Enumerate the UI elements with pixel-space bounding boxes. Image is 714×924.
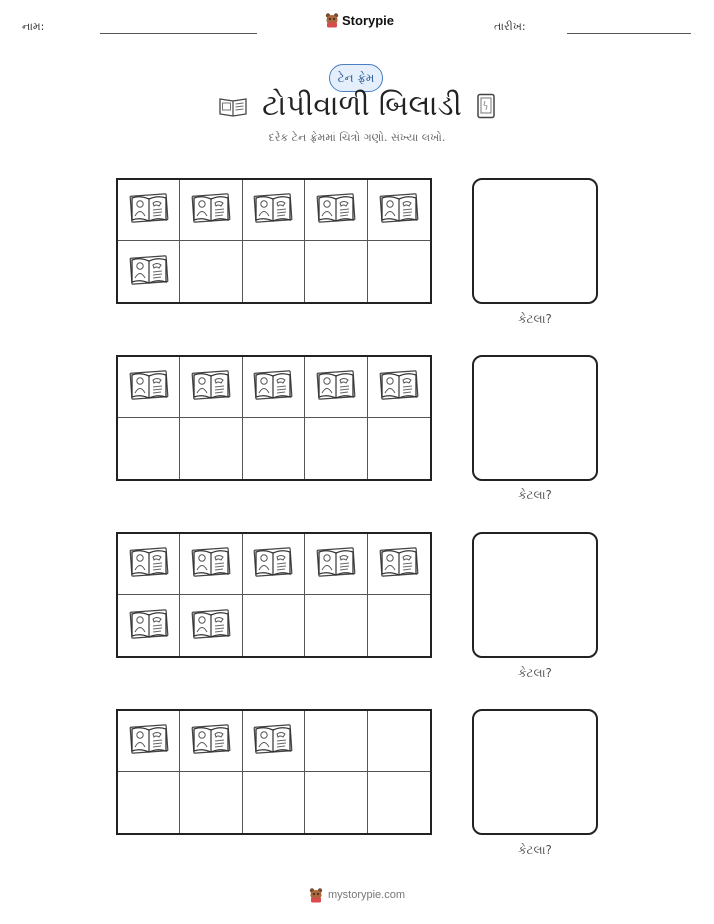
- frame-cell: [368, 180, 430, 241]
- frame-cell: [305, 418, 367, 479]
- frame-cell: [368, 711, 430, 772]
- answer-box-2[interactable]: [472, 355, 598, 481]
- frame-cell: [118, 241, 180, 302]
- frame-cell: [243, 357, 305, 418]
- open-book-icon: [315, 368, 357, 406]
- open-book-icon: [252, 191, 294, 229]
- open-book-icon: [315, 191, 357, 229]
- open-book-icon: [252, 545, 294, 583]
- open-book-icon: [128, 368, 170, 406]
- date-label: તારીખ:: [494, 20, 526, 33]
- open-book-icon: [378, 545, 420, 583]
- frame-cell: [305, 534, 367, 595]
- frame-cell: [180, 772, 242, 833]
- frame-cell: [368, 418, 430, 479]
- open-book-icon: [128, 607, 170, 645]
- frame-cell: [180, 534, 242, 595]
- frame-cell: [118, 772, 180, 833]
- open-book-icon: [252, 368, 294, 406]
- date-line[interactable]: [567, 33, 691, 34]
- frame-cell: [243, 418, 305, 479]
- frame-cell: [118, 711, 180, 772]
- name-label: નામ:: [22, 20, 45, 33]
- frame-cell: [243, 772, 305, 833]
- book-icon: [218, 95, 248, 117]
- how-many-label-3: કેટલા?: [518, 666, 552, 680]
- open-book-icon: [128, 253, 170, 291]
- frame-cell: [243, 711, 305, 772]
- ten-frame-1: [116, 178, 432, 304]
- frame-cell: [180, 357, 242, 418]
- frame-cell: [368, 772, 430, 833]
- name-line[interactable]: [100, 33, 257, 34]
- frame-cell: [118, 357, 180, 418]
- how-many-label-2: કેટલા?: [518, 488, 552, 502]
- page-title: ટોપીવાળી બિલાડી: [262, 88, 462, 122]
- ten-frame-4: [116, 709, 432, 835]
- frame-cell: [180, 595, 242, 656]
- frame-cell: [368, 357, 430, 418]
- how-many-label-1: કેટલા?: [518, 312, 552, 326]
- answer-box-4[interactable]: [472, 709, 598, 835]
- frame-cell: [180, 180, 242, 241]
- ten-frame-2: [116, 355, 432, 481]
- open-book-icon: [190, 607, 232, 645]
- frame-cell: [118, 534, 180, 595]
- how-many-label-4: કેટલા?: [518, 843, 552, 857]
- footer: [0, 887, 714, 903]
- brand-name: Storypie: [342, 12, 395, 28]
- open-book-icon: [128, 191, 170, 229]
- ten-frame-3: [116, 532, 432, 658]
- frame-cell: [118, 180, 180, 241]
- footer-url: mystorypie.com: [327, 889, 406, 901]
- open-book-icon: [315, 545, 357, 583]
- open-book-icon: [378, 368, 420, 406]
- open-book-icon: [190, 191, 232, 229]
- frame-cell: [305, 772, 367, 833]
- title-block: [0, 88, 714, 124]
- instructions: દરેક ટેન ફ્રેમમાં ચિત્રો ગણો. સંખ્યા લખો.: [268, 131, 446, 144]
- open-book-icon: [378, 191, 420, 229]
- frame-cell: [368, 241, 430, 302]
- open-book-icon: [128, 722, 170, 760]
- frame-cell: [118, 418, 180, 479]
- frame-cell: [118, 595, 180, 656]
- answer-box-1[interactable]: [472, 178, 598, 304]
- ten-frame-badge: ટેન ફ્રેમ: [329, 64, 383, 92]
- frame-cell: [305, 711, 367, 772]
- frame-cell: [243, 534, 305, 595]
- frame-cell: [243, 595, 305, 656]
- answer-box-3[interactable]: [472, 532, 598, 658]
- open-book-icon: [190, 368, 232, 406]
- frame-cell: [368, 534, 430, 595]
- brand-logo: [325, 12, 394, 28]
- frame-cell: [180, 418, 242, 479]
- frame-cell: [305, 241, 367, 302]
- bear-mascot-icon: [325, 12, 339, 28]
- frame-cell: [243, 241, 305, 302]
- frame-cell: [305, 180, 367, 241]
- open-book-icon: [190, 722, 232, 760]
- tablet-icon: [476, 93, 496, 119]
- frame-cell: [243, 180, 305, 241]
- bear-mascot-icon: [309, 887, 323, 903]
- open-book-icon: [252, 722, 294, 760]
- frame-cell: [305, 357, 367, 418]
- open-book-icon: [190, 545, 232, 583]
- frame-cell: [180, 711, 242, 772]
- frame-cell: [368, 595, 430, 656]
- open-book-icon: [128, 545, 170, 583]
- frame-cell: [180, 241, 242, 302]
- frame-cell: [305, 595, 367, 656]
